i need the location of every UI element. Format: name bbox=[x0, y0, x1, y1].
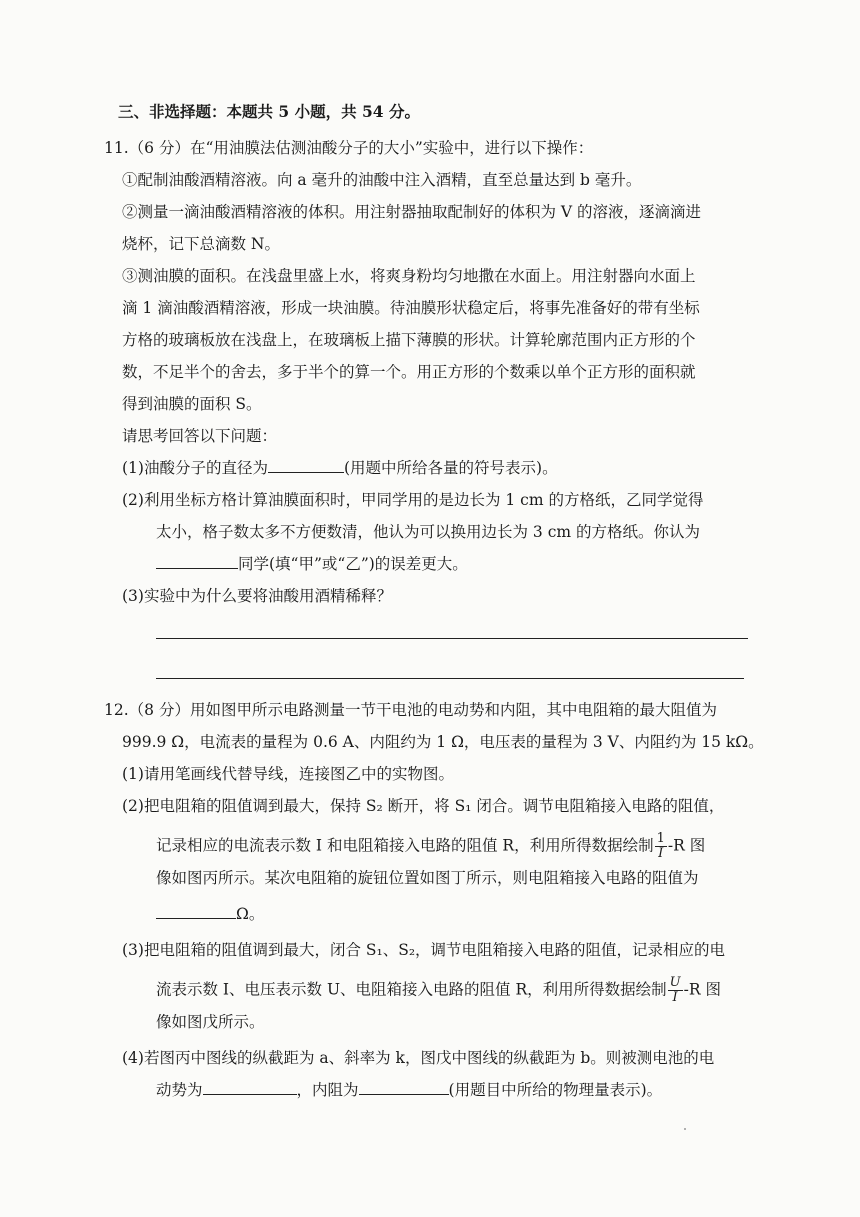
q12-sub1: (1)请用笔画线代替导线，连接图乙中的实物图。 bbox=[122, 765, 454, 783]
q12-sub3-text: 流表示数 I、电压表示数 U、电阻箱接入电路的阻值 R，利用所得数据绘制 bbox=[156, 980, 667, 999]
q11-sub1-text: (1)油酸分子的直径为 bbox=[122, 459, 268, 477]
q11-sub1-tail: (用题中所给各量的符号表示)。 bbox=[343, 459, 558, 477]
q11-step3-line3: 方格的玻璃板放在浅盘上，在玻璃板上描下薄膜的形状。计算轮廓范围内正方形的个 bbox=[122, 331, 696, 349]
q12-sub3-line3: 像如图戊所示。 bbox=[156, 1013, 265, 1031]
q12-sub4-line1: (4)若图丙中图线的纵截距为 a、斜率为 k，图戊中图线的纵截距为 b。则被测电池的电 bbox=[122, 1049, 715, 1067]
fraction-denominator: I bbox=[658, 846, 664, 861]
q11-step2-line1: ②测量一滴油酸酒精溶液的体积。用注射器抽取配制好的体积为 V 的溶液，逐滴滴进 bbox=[122, 203, 702, 221]
q11-sub3-answer-line-2[interactable] bbox=[156, 678, 744, 679]
q12-resistance-answer-blank[interactable] bbox=[359, 1080, 449, 1095]
q12-sub4-tail: (用题目中所给的物理量表示)。 bbox=[448, 1081, 663, 1099]
q12-sub3-line1: (3)把电阻箱的阻值调到最大，闭合 S₁、S₂，调节电阻箱接入电路的阻值，记录相应的电 bbox=[122, 941, 726, 959]
scan-speck bbox=[684, 1128, 686, 1130]
q12-stem-line1: 12.（8 分）用如图甲所示电路测量一节干电池的电动势和内阻，其中电阻箱的最大阻值为 bbox=[104, 701, 717, 719]
q12-sub2-line3: 像如图丙所示。某次电阻箱的旋钮位置如图丁所示，则电阻箱接入电路的阻值为 bbox=[156, 869, 699, 887]
q12-sub2-answer-blank[interactable] bbox=[156, 904, 236, 919]
q11-sub3: (3)实验中为什么要将油酸用酒精稀释？ bbox=[122, 587, 392, 605]
q11-sub1-answer-blank[interactable] bbox=[268, 458, 344, 473]
q11-sub3-answer-line-1[interactable] bbox=[156, 638, 748, 639]
q12-sub2-line4 bbox=[156, 904, 264, 924]
q12-sub2-tail: -R 图 bbox=[667, 836, 706, 855]
q12-sub4-text-emf: 动势为 bbox=[156, 1081, 203, 1099]
q12-fraction-U-over-I bbox=[668, 976, 683, 1005]
fraction-numerator: U bbox=[669, 975, 681, 990]
fraction-numerator: 1 bbox=[656, 831, 665, 846]
q12-sub4-text-resistance: ，内阻为 bbox=[296, 1081, 359, 1099]
q11-step3-line5: 得到油膜的面积 S。 bbox=[122, 395, 262, 413]
q12-sub2-line1: (2)把电阻箱的阻值调到最大，保持 S₂ 断开，将 S₁ 闭合。调节电阻箱接入电路的阻值， bbox=[122, 797, 725, 815]
q11-step2-line2: 烧杯，记下总滴数 N。 bbox=[122, 235, 280, 253]
q11-sub2-line1: (2)利用坐标方格计算油膜面积时，甲同学用的是边长为 1 cm 的方格纸，乙同学觉得 bbox=[122, 491, 704, 509]
q11-sub1 bbox=[122, 458, 558, 478]
q11-stem: 11.（6 分）在“用油膜法估测油酸分子的大小”实验中，进行以下操作： bbox=[104, 139, 594, 157]
q11-step1: ①配制油酸酒精溶液。向 a 毫升的油酸中注入酒精，直至总量达到 b 毫升。 bbox=[122, 171, 642, 189]
q11-sub2-answer-blank[interactable] bbox=[156, 554, 238, 569]
q12-fraction-1-over-I bbox=[655, 832, 667, 861]
q12-sub2-text: 记录相应的电流表示数 I 和电阻箱接入电路的阻值 R，利用所得数据绘制 bbox=[156, 836, 654, 855]
q11-prompt: 请思考回答以下问题： bbox=[122, 427, 278, 445]
q12-emf-answer-blank[interactable] bbox=[203, 1080, 297, 1095]
q11-sub2-line2: 太小，格子数太多不方便数清，他认为可以换用边长为 3 cm 的方格纸。你认为 bbox=[156, 523, 701, 541]
q12-sub2-unit: Ω。 bbox=[236, 905, 265, 923]
q11-sub2-tail: 同学(填“甲”或“乙”)的误差更大。 bbox=[238, 555, 468, 573]
q12-stem-line2: 999.9 Ω，电流表的量程为 0.6 A、内阻约为 1 Ω，电压表的量程为 3 V、内阻约为 15 kΩ。 bbox=[122, 733, 764, 751]
q12-sub3-line2 bbox=[156, 976, 721, 1005]
q11-step3-line1: ③测油膜的面积。在浅盘里盛上水，将爽身粉均匀地撒在水面上。用注射器向水面上 bbox=[122, 267, 696, 285]
q12-sub2-line2 bbox=[156, 832, 705, 861]
q11-step3-line4: 数，不足半个的舍去，多于半个的算一个。用正方形的个数乘以单个正方形的面积就 bbox=[122, 363, 696, 381]
fraction-denominator: I bbox=[672, 990, 678, 1005]
q12-sub4-line2 bbox=[156, 1080, 662, 1100]
section-title: 三、非选择题：本题共 5 小题，共 54 分。 bbox=[118, 102, 420, 121]
q11-sub2-line3 bbox=[156, 554, 468, 574]
q11-step3-line2: 滴 1 滴油酸酒精溶液，形成一块油膜。待油膜形状稳定后，将事先准备好的带有坐标 bbox=[122, 299, 700, 317]
q12-sub3-tail: -R 图 bbox=[683, 980, 721, 999]
